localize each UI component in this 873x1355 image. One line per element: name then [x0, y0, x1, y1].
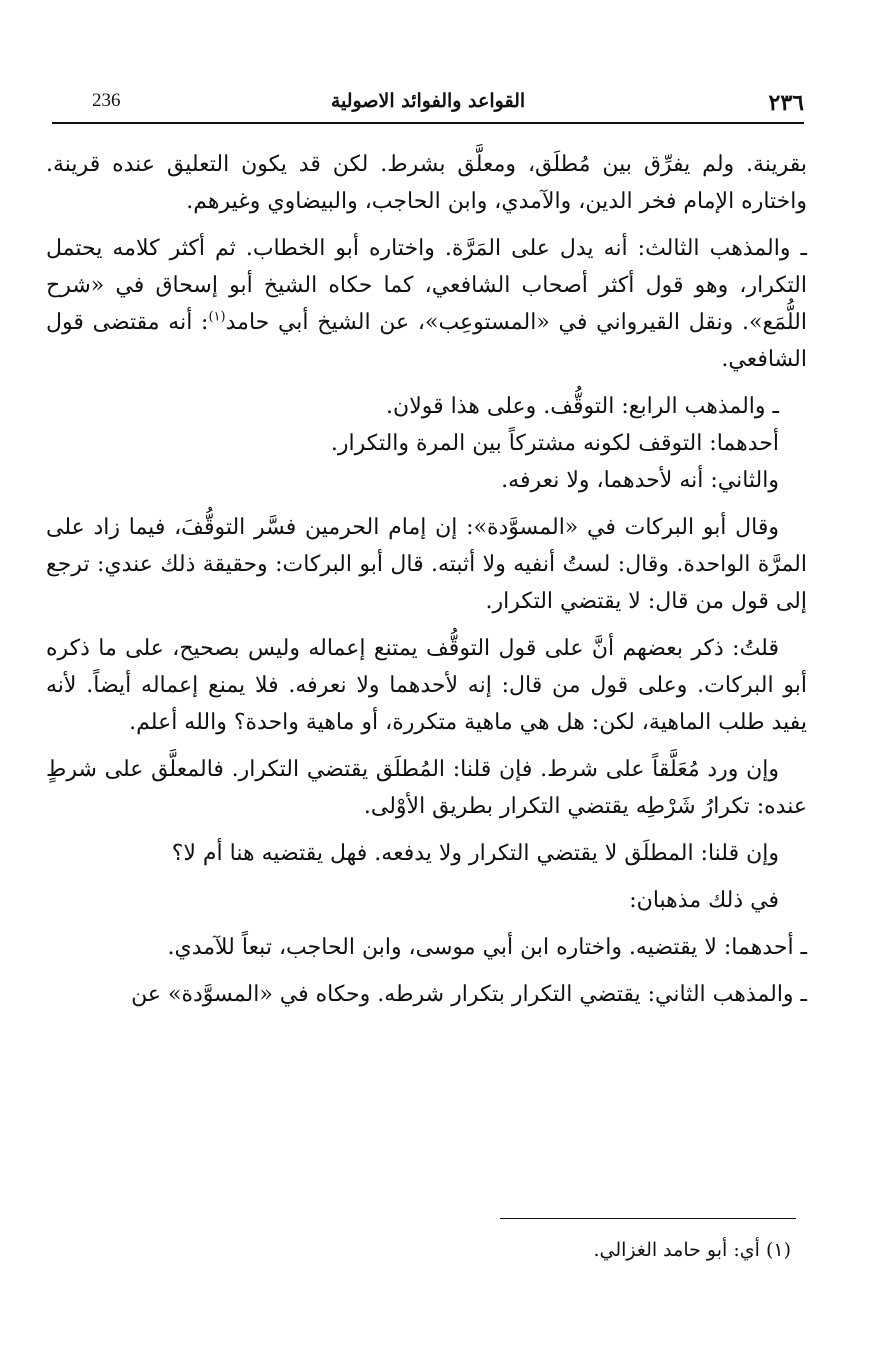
- paragraph-7: قلتُ: ذكر بعضهم أنَّ على قول التوقُّف يمتنع إعماله وليس بصحيح، على ما ذكره أبو البركات. وعلى قول من قال: إنه لأحدهما ولا نعرفه. فلا يمنع إعماله أيضاً. لأنه يفيد طلب الماهية، لكن: هل هي ماهية متكررة، أو ماهية واحدة؟ والله أعلم.: [46, 636, 807, 735]
- paragraph-3: ـ والمذهب الرابع: التوقُّف. وعلى هذا قولان.: [386, 394, 779, 419]
- paragraph-2: [46, 230, 807, 378]
- paragraph-9: وإن قلنا: المطلَق لا يقتضي التكرار ولا يدفعه. فهل يقتضيه هنا أم لا؟: [171, 841, 779, 866]
- footnote: [46, 1236, 791, 1264]
- paragraph-10: في ذلك مذهبان:: [629, 888, 779, 913]
- paragraph-8: وإن ورد مُعَلَّقاً على شرط. فإن قلنا: المُطلَق يقتضي التكرار. فالمعلَّق على شرطٍ عنده: تكرارُ شَرْطِه يقتضي التكرار بطريق الأوْلى.: [46, 757, 807, 819]
- footnote-divider: [500, 1218, 796, 1219]
- paragraph-1: بقرينة. ولم يفرِّق بين مُطلَق، ومعلَّق بشرط. لكن قد يكون التعليق عنده قرينة. واختاره الإمام فخر الدين، والآمدي، وابن الحاجب، والبيضاوي وغيرهم.: [46, 152, 807, 214]
- paragraph-2-tail: : أنه مقتضى قول الشافعي.: [46, 310, 807, 372]
- paragraph-6: وقال أبو البركات في «المسوَّدة»: إن إمام الحرمين فسَّر التوقُّفَ، فيما زاد على المرَّة الواحدة. وقال: لستُ أنفيه ولا أثبته. قال أبو البركات: وحقيقة ذلك عندي: ترجع إلى قول من قال: لا يقتضي التكرار.: [46, 515, 807, 614]
- paragraph-5: والثاني: أنه لأحدهما، ولا نعرفه.: [501, 468, 779, 493]
- paragraph-2-text: ـ والمذهب الثالث: أنه يدل على المَرَّة. واختاره أبو الخطاب. ثم أكثر كلامه يحتمل التكرار، وهو قول أكثر أصحاب الشافعي، كما حكاه الشيخ أبو إسحاق في «شرح اللُّمَع». ونقل القيرواني في «المستوعِب»، عن الشيخ أبي حامد: [46, 236, 807, 335]
- running-title: القواعد والفوائد الاصولية: [330, 90, 526, 112]
- paragraph-4: أحدهما: التوقف لكونه مشتركاً بين المرة والتكرار.: [330, 431, 779, 456]
- page-header: [52, 84, 804, 124]
- footnote-marker: (١): [765, 1239, 791, 1261]
- main-text: [46, 146, 807, 1023]
- paragraph-12: ـ والمذهب الثاني: يقتضي التكرار بتكرار شرطه. وحكاه في «المسوَّدة» عن: [131, 982, 807, 1007]
- paragraph-11: ـ أحدهما: لا يقتضيه. واختاره ابن أبي موسى، وابن الحاجب، تبعاً للآمدي.: [167, 935, 807, 960]
- footnote-reference[interactable]: (١): [208, 309, 226, 325]
- footnote-text: أي: أبو حامد الغزالي.: [593, 1239, 760, 1261]
- page-number-latin: 236: [92, 90, 121, 111]
- page-number-arabic: ٢٣٦: [768, 90, 804, 116]
